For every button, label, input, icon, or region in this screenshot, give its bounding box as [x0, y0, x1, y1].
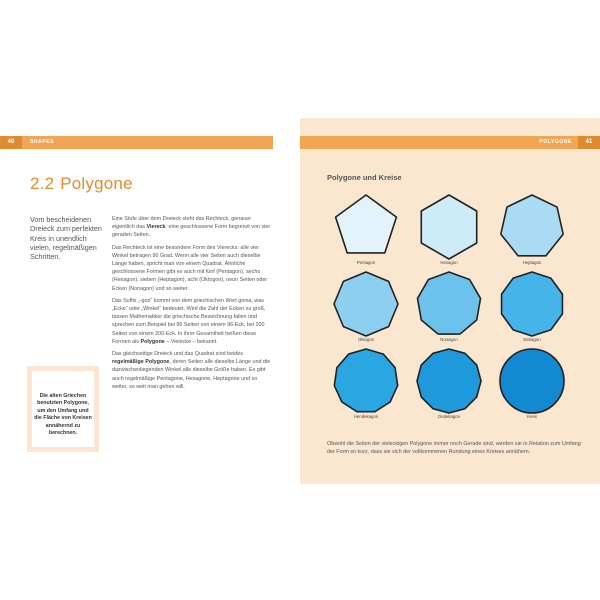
bold-term: Viereck	[146, 224, 166, 231]
intro-text: Vom bescheidenen Dreieck zum perfekten Kreis in unendlich vielen, regelmäßigen Schritten.	[30, 215, 102, 262]
body-text	[112, 215, 272, 395]
body-paragraph: Das Rechteck ist eine besondere Form des Vierecks: alle vier Winkel betragen 90 Grad. Wenn alle vier Seiten auch dieselbe Länge haben, spricht man von einem Quadrat. Ähnliche geschlossene Formen gibt es auch mit fünf (Pentagon), sechs (Hexagon), sieben (Heptagon), acht (Oktogon), neun Seiten oder Ecken (Nonagon) und so weiter.	[112, 244, 268, 292]
polygon-cell	[408, 348, 488, 428]
body-paragraph: Das gleichseitige Dreieck und das Quadrat sind beides regelmäßige Polygone, deren Seiten alle dieselbe Länge und die dazwischenliegenden Winkel alle dieselbe Größe haben. Es gibt auch regelmäßige Pentagone, Hexagone, Heptagone und so weiter, so weit man gehen will.	[112, 351, 271, 390]
polygon-cell	[491, 271, 571, 351]
left-page	[0, 118, 275, 484]
polygon-label: Dekagon	[523, 337, 541, 342]
polygon-label: Hendekagon	[353, 414, 379, 419]
body-paragraph: Das Suffix „-gon“ kommt von dem griechischen Wort gonia, was „Ecke“ oder „Winkel“ bedeutet. Wird die Zahl der Ecken zu groß, tassen Mathematiker die griechische Bezeichnung fallen und sprechen zum Beispiel bei 96 Seiten von einem 96-Eck, bei 200 Seiten von einem 200-Eck. In ihrer Gesamtheit heißen diese Formen als Polygone – Vielecke – bekannt.	[112, 297, 266, 345]
polygon-cell	[491, 348, 571, 428]
body-paragraph: Eine Stufe über dem Dreieck steht das Rechteck, genauer eigentlich das Viereck: eine geschlossene Form begrenzt von vier geraden Seiten.	[112, 216, 271, 239]
page-number-left: 40	[0, 136, 22, 149]
polygon-cell	[408, 194, 488, 274]
hendekagon-shape-icon	[329, 348, 403, 414]
right-page	[300, 118, 600, 484]
polygon-cell	[408, 271, 488, 351]
polygon-grid	[325, 194, 575, 424]
polygon-label: Heptagon	[522, 260, 542, 265]
dodekagon-shape-icon	[412, 348, 486, 414]
kreis-shape-icon	[495, 348, 569, 414]
polygon-cell	[491, 194, 571, 274]
figure-caption: Obwohl die Seiten der vieleckigen Polygone immer noch Gerade sind, werden sie in Relation zum Umfang der Form so kurz, dass sie sich der vollkommenen Rundung eines Kreises annähern.	[327, 441, 581, 456]
section-number: 2.2	[30, 174, 55, 193]
running-head-right: POLYGONE	[539, 139, 572, 145]
callout-text: Die alten Griechen benutzten Polygone, um den Umfang und die Fläche von Kreisen annähernd zu berechnen.	[34, 393, 92, 437]
polygon-label: Nonagon	[440, 337, 458, 342]
hexagon-shape-icon	[412, 194, 486, 260]
polygon-cell	[325, 348, 405, 428]
polygon-label: Oktogon	[357, 337, 375, 342]
heptagon-shape-icon	[495, 194, 569, 260]
section-title	[30, 174, 133, 194]
running-header-left	[0, 136, 273, 149]
polygon-label: Hexagon	[440, 260, 458, 265]
polygon-label: Dodekagon	[438, 414, 460, 419]
page-number-right: 41	[578, 136, 600, 149]
bold-term: regelmäßige Polygone	[112, 359, 170, 366]
polygon-label: Pentagon	[356, 260, 376, 265]
polygon-cell	[325, 271, 405, 351]
running-head-left: SHAPES	[30, 139, 55, 145]
dekagon-shape-icon	[495, 271, 569, 337]
polygon-cell	[325, 194, 405, 274]
callout-box	[27, 366, 99, 452]
running-header-right	[300, 136, 600, 149]
nonagon-shape-icon	[412, 271, 486, 337]
oktogon-shape-icon	[329, 271, 403, 337]
section-title-text: Polygone	[60, 174, 133, 193]
polygon-label: Kreis	[527, 414, 537, 419]
figure-title: Polygone und Kreise	[327, 173, 402, 182]
pentagon-shape-icon	[329, 194, 403, 260]
bold-term: Polygone	[140, 338, 165, 345]
